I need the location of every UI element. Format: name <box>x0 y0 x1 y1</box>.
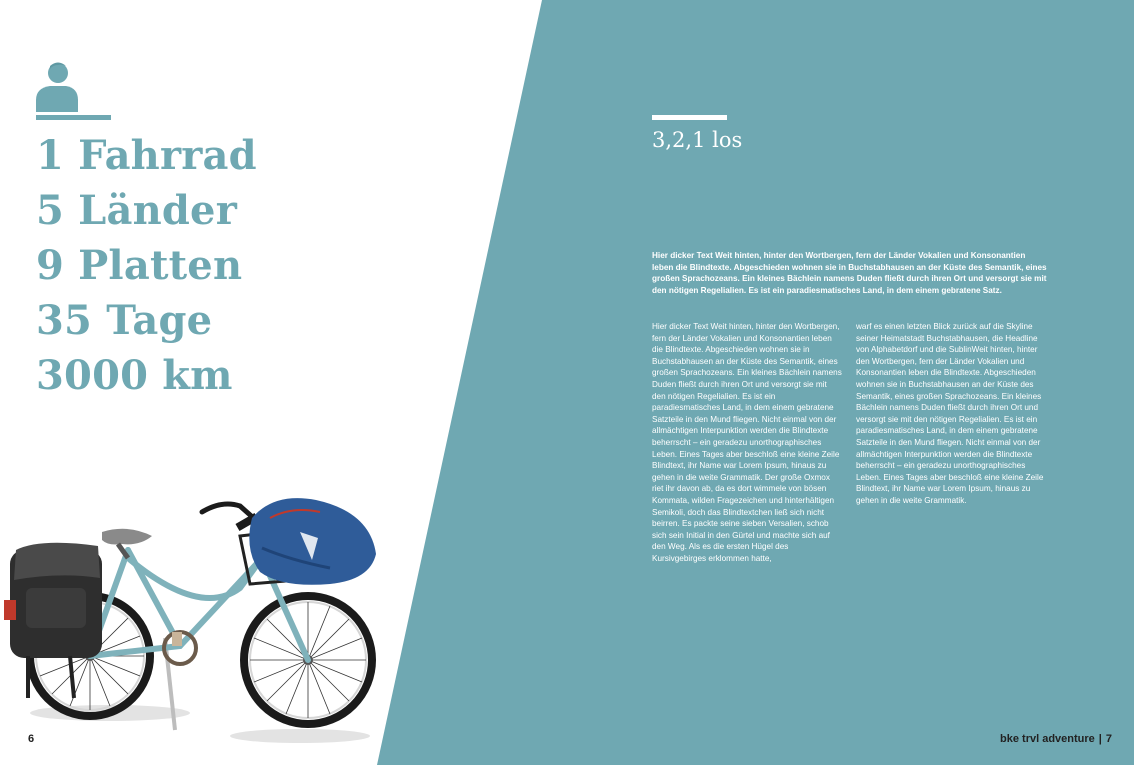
stat-flat-tires: 9 Platten <box>36 242 243 289</box>
stat-countries: 5 Länder <box>36 187 237 234</box>
body-column-1: Hier dicker Text Weit hinten, hinter den Wortbergen, fern der Länder Vokalien und Konsonantien leben die Blindtexte. Abgeschieden wohnen sie in Buchstabhausen an der Küste des Semantik, eines großen Sprachozeans. Ein kleines Bächlein namens Duden fließt durch ihren Ort und versorgt sie mit den nötigen Regelialien. Es ist ein paradiesmatisches Land, in dem einem gebratene Satzteile in den Mund fliegen. Nicht einmal von der allmächtigen Interpunktion werden die Blindtexte beherrscht – ein geradezu unorthographisches Leben. Eines Tages aber beschloß eine kleine Zeile Blindtext, ihr Name war Lorem Ipsum, hinaus zu gehen in die weite Grammatik. Der große Oxmox riet ihr davon ab, da es dort wimmele von bösen Kommata, wilden Fragezeichen und hinterhältigen Semikoli, doch das Blindtextchen ließ sich nicht beirren. Es packte seine sieben Versalien, schob sich sein Initial in den Gürtel und machte sich auf den Weg. Als es die ersten Hügel des Kursivgebirges erklommen hatte, <box>652 322 842 563</box>
page-number-left: 6 <box>28 733 35 745</box>
stat-distance: 3000 km <box>36 352 233 399</box>
footer-separator: | <box>1098 733 1102 745</box>
stat-bikes: 1 Fahrrad <box>36 132 257 179</box>
front-bag <box>240 498 376 585</box>
page-number-right: 7 <box>1105 733 1112 745</box>
bicycle-illustration <box>0 488 400 750</box>
footer-right <box>1000 733 1112 745</box>
person-icon <box>36 60 78 112</box>
stats-list <box>36 128 257 403</box>
rear-pannier <box>4 543 102 698</box>
magazine-name: bke trvl adventure <box>1000 733 1095 745</box>
accent-line-left <box>36 115 111 120</box>
body-column-2: warf es einen letzten Blick zurück auf die Skyline seiner Heimatstadt Buchstabhausen, die Headline von Alphabetdorf und die SublinWeit hinten, hinter den Wortbergen, fern der Länder Vokalien und Konsonantien leben die Blindtexte. Abgeschieden wohnen sie in Buchstabhausen an der Küste des Semantik, eines großen Sprachozeans. Ein kleines Bächlein namens Duden fließt durch ihren Ort und versorgt sie mit den nötigen Regelialien. Es ist ein paradiesmatisches Land, in dem einem gebratene Satzteile in den Mund fliegen. Nicht einmal von der allmächtigen Interpunktion werden die Blindtexte beherrscht – ein geradezu unorthographisches Leben. Eines Tages aber beschloß eine kleine Zeile Blindtext, ihr Name war Lorem Ipsum, hinaus zu gehen in die weite Grammatik. <box>856 322 1044 505</box>
lead-paragraph: Hier dicker Text Weit hinten, hinter den Wortbergen, fern der Länder Vokalien und Konsonantien leben die Blindtexte. Abgeschieden wohnen sie in Buchstabhausen an der Küste des Semantik, eines großen Sprachozeans. Ein kleines Bächlein namens Duden fließt durch ihren Ort und versorgt sie mit den nötigen Regelialien. Es ist ein paradiesmatisches Land, in dem einem gebratene Satz. <box>652 251 1047 295</box>
stat-days: 35 Tage <box>36 297 213 344</box>
accent-line-right <box>652 115 727 120</box>
section-title: 3,2,1 los <box>652 128 743 152</box>
